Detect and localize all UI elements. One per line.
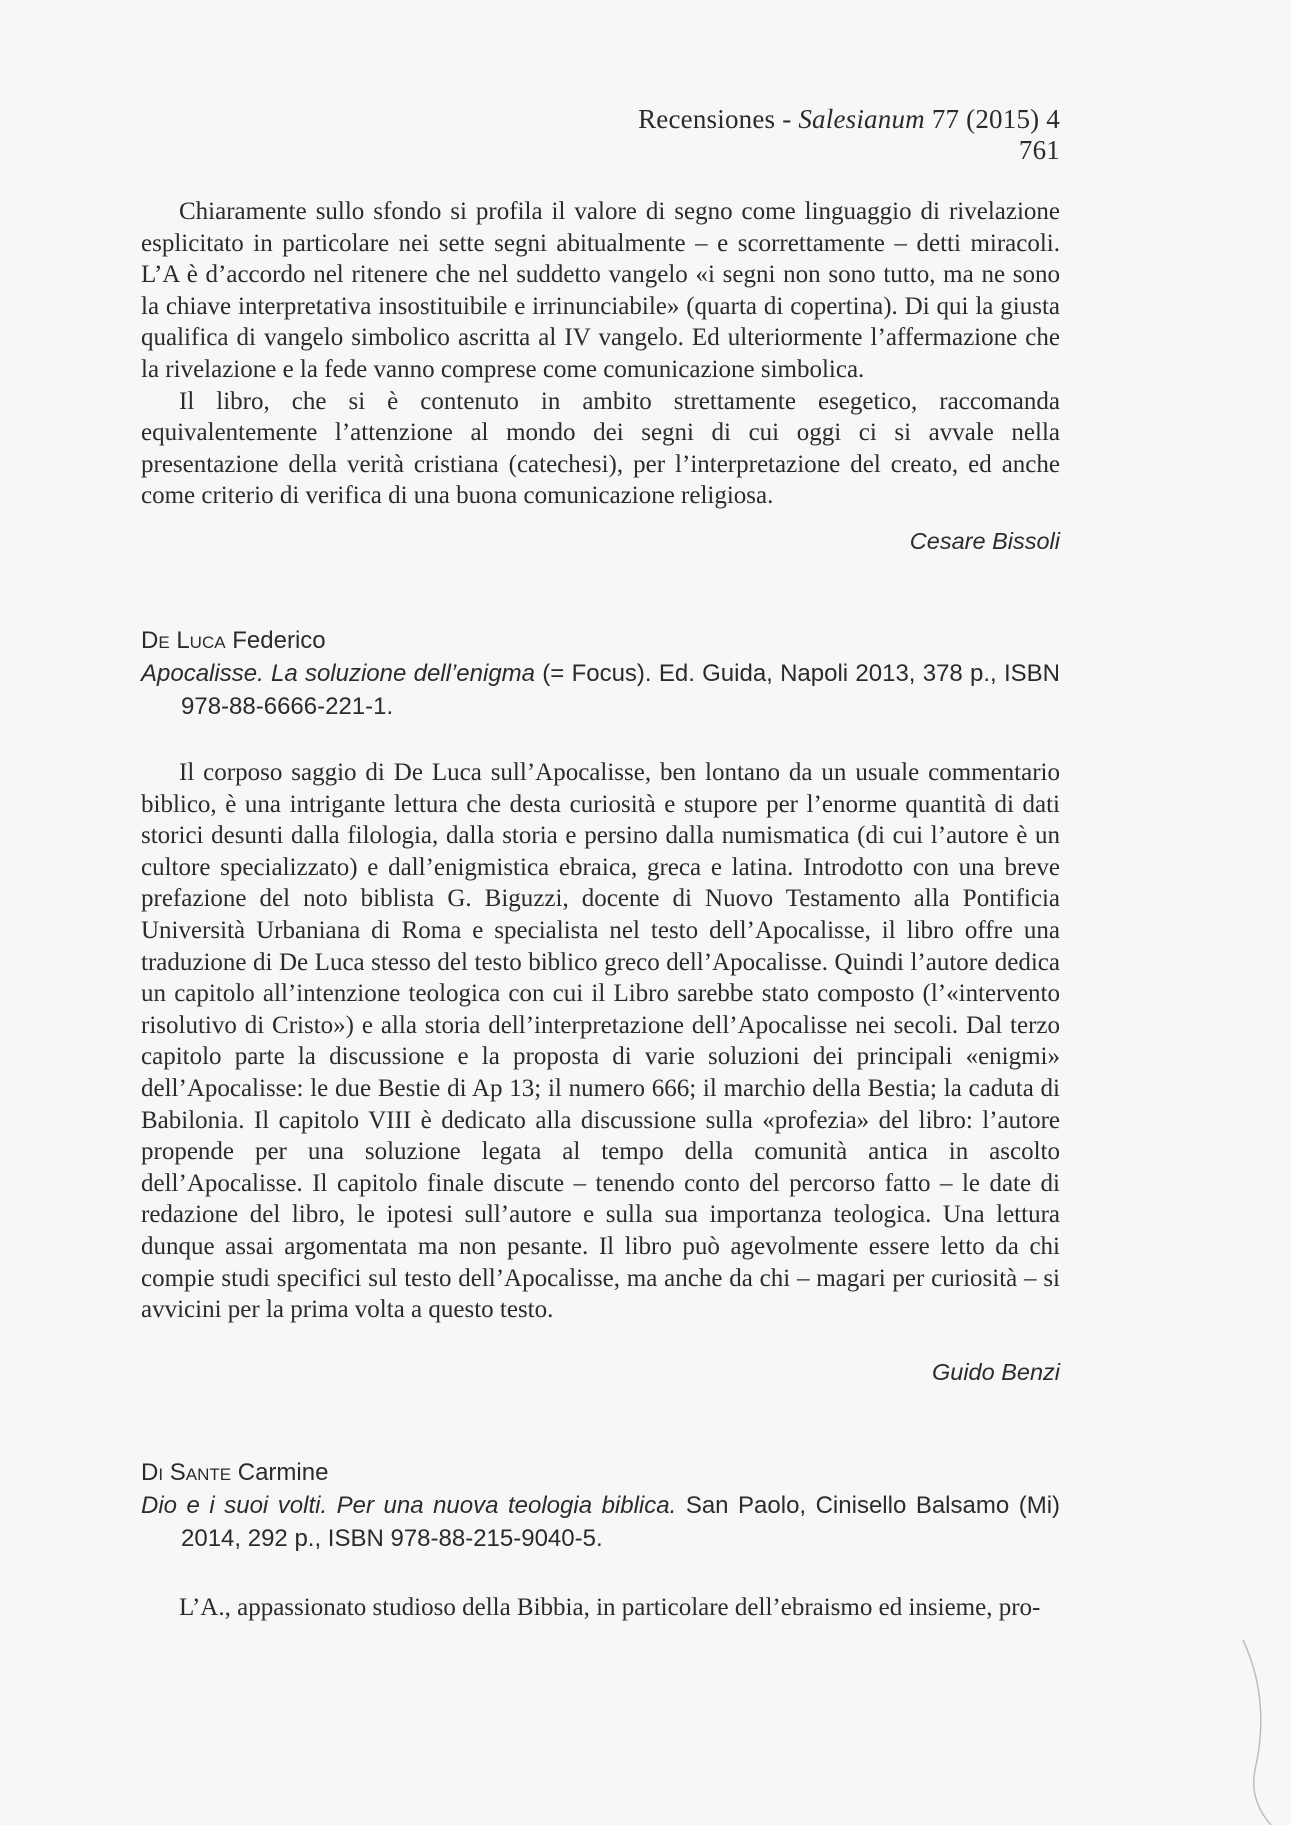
author-name: Carmine xyxy=(237,1459,329,1486)
book-author xyxy=(141,624,1060,657)
book-entry-de-luca xyxy=(141,624,1060,723)
author-name: Federico xyxy=(232,627,326,654)
book-bibliographic-info xyxy=(141,657,1060,723)
review-paragraph: Chiaramente sullo sfondo si profila il valore di segno come linguaggio di rivelazione esplicitato in particolare nei sette segni abitualmente – e scorrettamente – detti miracoli. L’A è d’accordo nel ritenere che nel suddetto vangelo «i segni non sono tutto, ma ne sono la chiave interpretativa insostituibile e irrinunciabile» (quarta di copertina). Di qui la giusta qualifica di vangelo simbolico ascritta al IV vangelo. Ed ulteriormente l’affermazione che la rivelazione e la fede vanno comprese come comunicazione simbolica. xyxy=(141,198,1060,383)
review-text-bissoli xyxy=(141,196,1060,512)
reviewer-signature: Cesare Bissoli xyxy=(909,528,1060,554)
book-entry-di-sante xyxy=(141,1456,1060,1555)
reviewer-signature: Guido Benzi xyxy=(931,1359,1060,1385)
page-number: 761 xyxy=(1018,135,1060,165)
running-head-volume: 77 (2015) 4 xyxy=(931,104,1060,134)
review-paragraph: Il corposo saggio di De Luca sull’Apocalisse, ben lontano da un usuale commentario biblico, è una intrigante lettura che desta curiosità e stupore per l’enorme quantità di dati storici desunti dalla filologia, dalla storia e persino dalla numismatica (di cui l’autore è un cultore specializzato) e dall’enigmistica ebraica, greca e latina. Introdotto con una breve prefazione del noto biblista G. Biguzzi, docente di Nuovo Testamento alla Pontificia Università Urbaniana di Roma e specialista nel testo dell’Apocalisse, il libro offre una traduzione di De Luca stesso del testo biblico greco dell’Apocalisse. Quindi l’autore dedica un capitolo all’intenzione teologica con cui il Libro sarebbe stato composto (l’«intervento risolutivo di Cristo») e alla storia dell’interpretazione dell’Apocalisse nei secoli. Dal terzo capitolo parte la discussione e la proposta di varie soluzioni dei principali «enigmi» dell’Apocalisse: le due Bestie di Ap 13; il numero 666; il marchio della Bestia; la caduta di Babilonia. Il capitolo VIII è dedicato alla discussione sulla «profezia» del libro: l’autore propende per una soluzione legata al tempo della comunità antica in ascolto dell’Apocalisse. Il capitolo finale discute – tenendo conto del percorso fatto – le date di redazione del libro, le ipotesi sull’autore e sulla sua importanza teologica. Una lettura dunque assai argomentata ma non pesante. Il libro può agevolmente essere letto da chi compie studi specifici sul testo dell’Apocalisse, ma anche da chi – magari per curiosità – si avvicini per la prima volta a questo testo. xyxy=(141,759,1060,1324)
book-title: Apocalisse. La soluzione dell’enigma xyxy=(141,660,536,687)
review-text-benzi xyxy=(141,757,1060,1326)
review-paragraph: L’A., appassionato studioso della Bibbia, in particolare dell’ebraismo ed insieme, pro- xyxy=(179,1594,1041,1621)
running-head-section: Recensiones - xyxy=(638,104,792,134)
page-edge-curl xyxy=(1241,1640,1291,1825)
book-publication: (= Focus). Ed. Guida, Napoli 2013, 378 p., ISBN 978-88-6666-221-1. xyxy=(181,660,1060,720)
book-title: Dio e i suoi volti. Per una nuova teologia biblica. xyxy=(141,1492,677,1519)
review-paragraph: Il libro, che si è contenuto in ambito strettamente esegetico, raccomanda equivalentemente l’attenzione al mondo dei segni di cui oggi ci si avvale nella presentazione della verità cristiana (catechesi), per l’interpretazione del creato, ed anche come criterio di verifica di una buona comunicazione religiosa. xyxy=(141,387,1060,510)
book-author xyxy=(141,1456,1060,1489)
book-publication: San Paolo, Cinisello Balsamo (Mi) 2014, 292 p., ISBN 978-88-215-9040-5. xyxy=(181,1492,1061,1552)
running-head xyxy=(580,104,1060,166)
author-surname: De Luca xyxy=(141,627,226,654)
author-surname: Di Sante xyxy=(141,1459,232,1486)
review-text-di-sante xyxy=(141,1592,1060,1624)
running-head-journal: Salesianum xyxy=(798,104,925,134)
book-bibliographic-info xyxy=(141,1489,1060,1555)
